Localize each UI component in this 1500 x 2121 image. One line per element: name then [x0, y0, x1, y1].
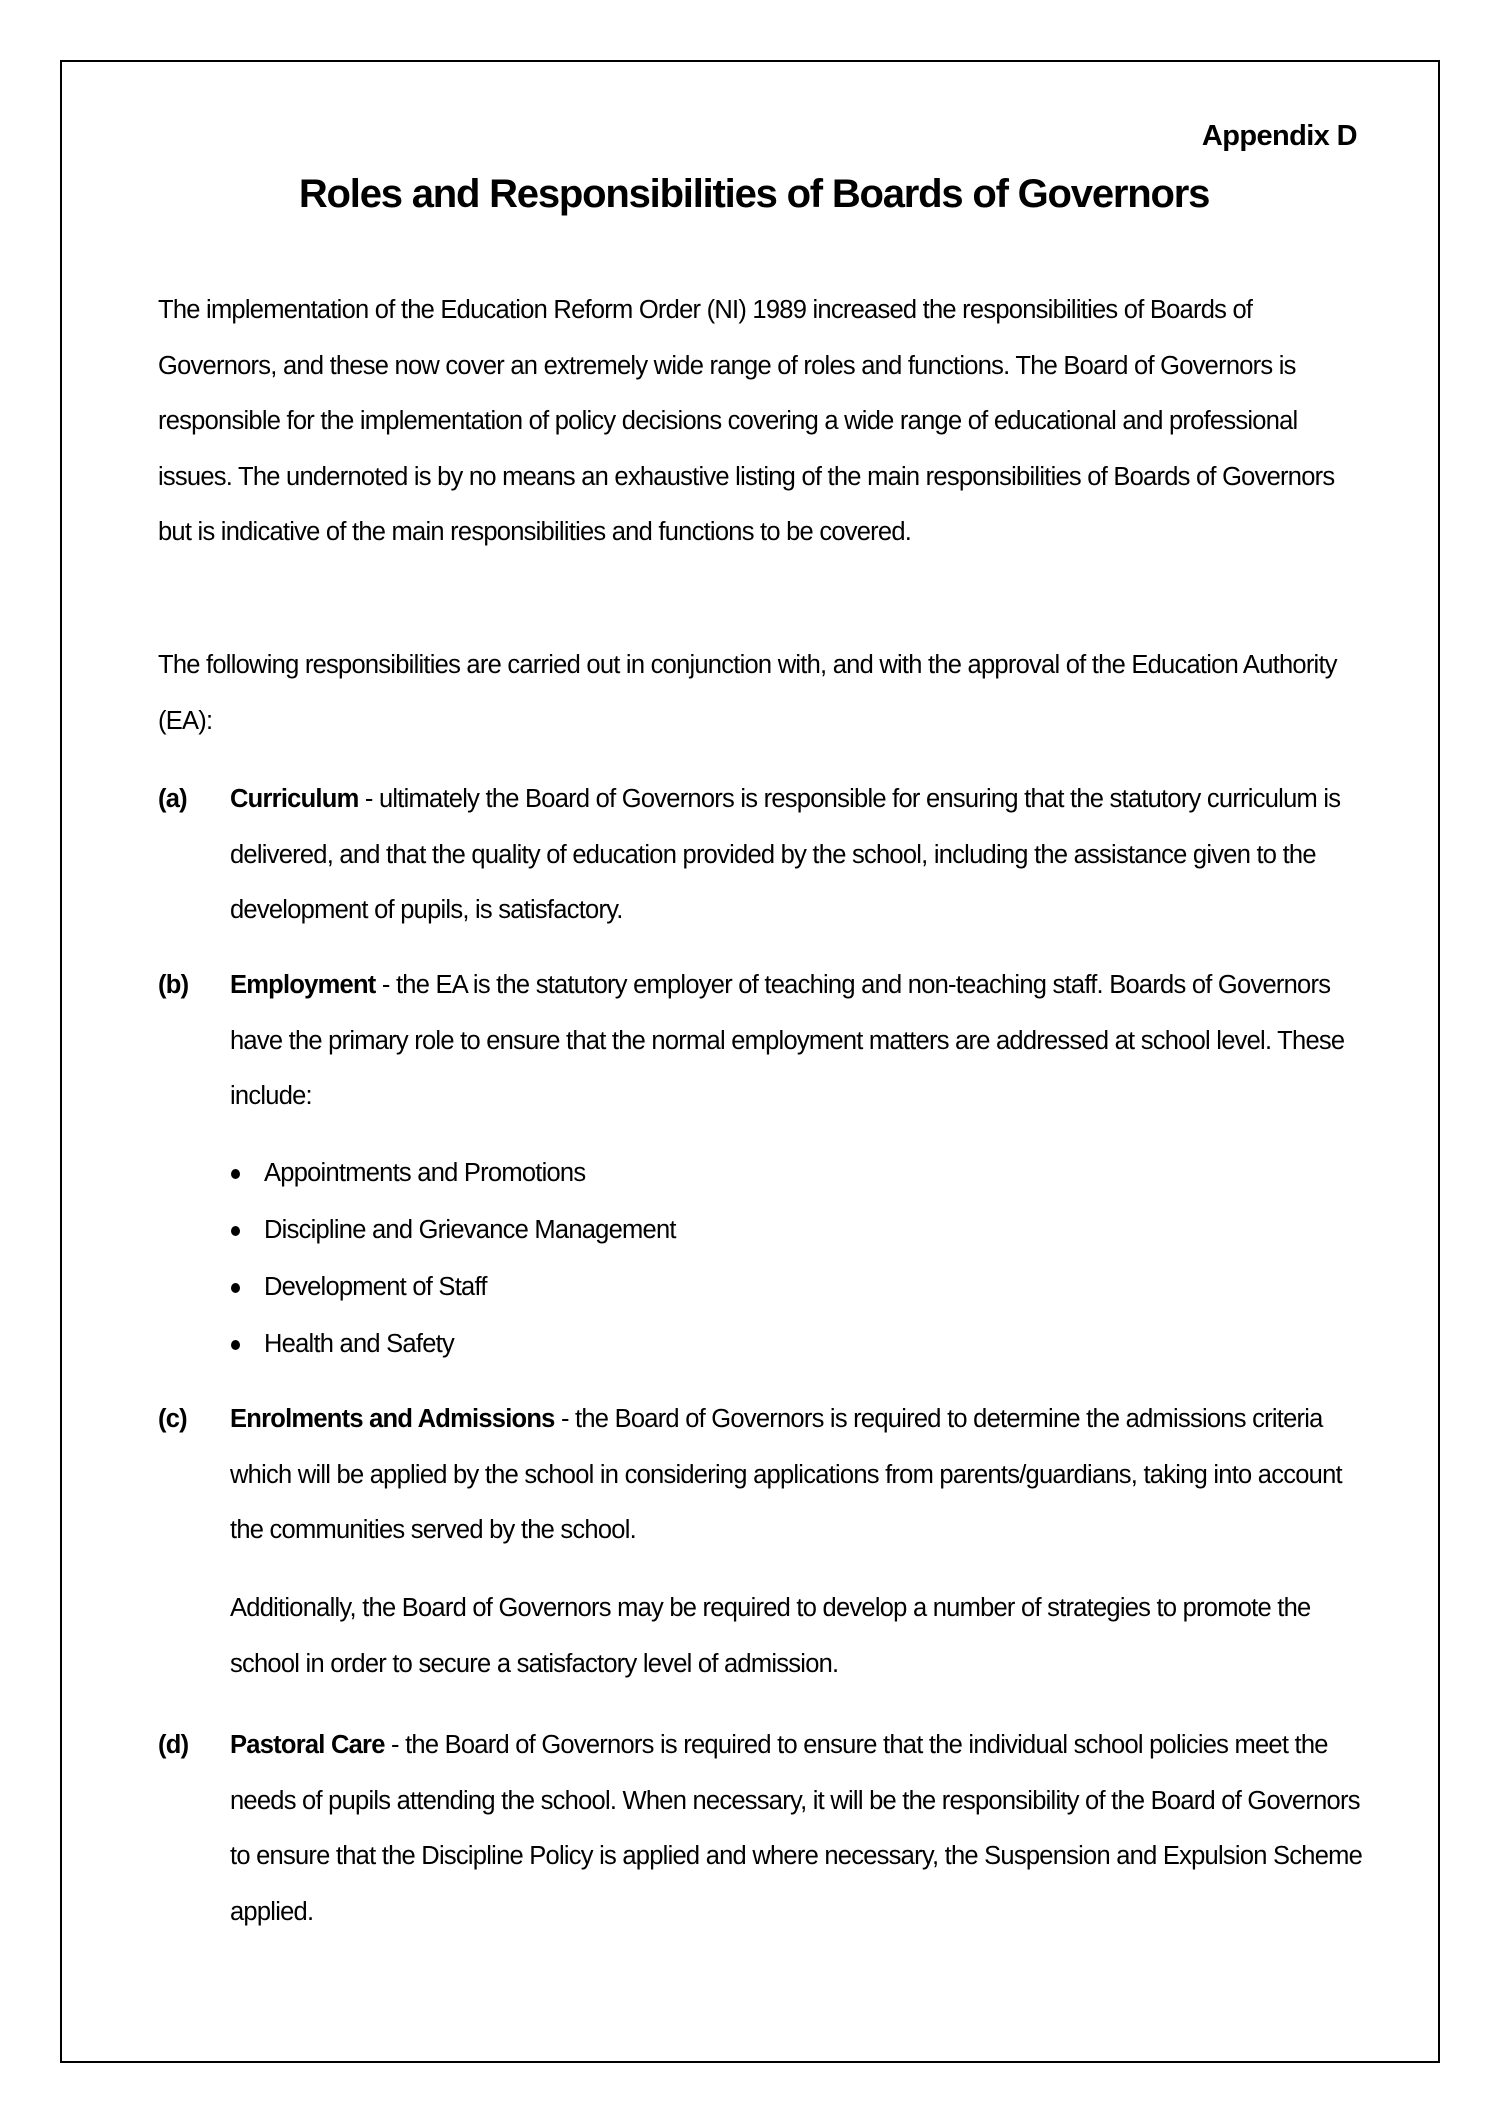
item-text: - the EA is the statutory employer of teaching and non-teaching staff. Boards of Governors have the primary role to ensure that the normal employment matters are addressed at school level. These include:: [230, 971, 1345, 1110]
item-text: - ultimately the Board of Governors is responsible for ensuring that the statutory curriculum is delivered, and that the quality of education provided by the school, including the assistance given to the development of pupils, is satisfactory.: [230, 785, 1341, 924]
list-item-text: Appointments and Promotions: [264, 1159, 586, 1187]
item-letter: (a): [158, 785, 187, 813]
bullet-icon: [231, 1226, 240, 1236]
item-body: [230, 1392, 1378, 1559]
item-letter: (b): [158, 971, 189, 999]
bullet-icon: [231, 1283, 240, 1293]
conjunction-paragraph: The following responsibilities are carried out in conjunction with, and with the approval of the Education Authority (EA):: [158, 651, 1337, 735]
item-heading: Curriculum: [230, 785, 359, 813]
list-item-text: Development of Staff: [264, 1273, 487, 1301]
item-body: [230, 958, 1378, 1125]
item-text: - the Board of Governors is required to ensure that the individual school policies meet the needs of pupils attending the school. When necessary, it will be the responsibility of the Board of Governors to ensure that the Discipline Policy is applied and where necessary, the Suspension and Expulsion Scheme applied.: [230, 1731, 1363, 1926]
responsibility-item-enrolments: [158, 1392, 1378, 1559]
item-heading: Employment: [230, 971, 376, 999]
item-body: [230, 772, 1378, 939]
list-item-text: Discipline and Grievance Management: [264, 1216, 676, 1244]
appendix-label: Appendix D: [1201, 120, 1357, 152]
responsibility-item-curriculum: [158, 772, 1378, 939]
item-text: - the Board of Governors is required to determine the admissions criteria which will be applied by the school in considering applications from parents/guardians, taking into account the communities served by the school.: [230, 1405, 1342, 1544]
intro-paragraph: The implementation of the Education Reform Order (NI) 1989 increased the responsibilities of Boards of Governors, and these now cover an extremely wide range of roles and functions. The Board of Governors is responsible for the implementation of policy decisions covering a wide range of educational and professional issues. The undernoted is by no means an exhaustive listing of the main responsibilities of Boards of Governors but is indicative of the main responsibilities and functions to be covered.: [158, 296, 1335, 546]
employment-bullet-list: [226, 1145, 676, 1373]
list-item: [226, 1145, 676, 1202]
item-letter: (c): [158, 1405, 187, 1433]
item-heading: Pastoral Care: [230, 1731, 385, 1759]
item-heading: Enrolments and Admissions: [230, 1405, 555, 1433]
list-item: [226, 1316, 676, 1373]
list-item-text: Health and Safety: [264, 1330, 454, 1358]
item-body: [230, 1718, 1378, 1940]
list-item: [226, 1259, 676, 1316]
document-title: Roles and Responsibilities of Boards of Governors: [298, 172, 1210, 216]
responsibility-item-employment: [158, 958, 1378, 1125]
item-letter: (d): [158, 1731, 189, 1759]
responsibility-item-pastoral-care: [158, 1718, 1378, 1940]
enrolments-additional-paragraph: Additionally, the Board of Governors may be required to develop a number of strategies to promote the school in order to secure a satisfactory level of admission.: [230, 1594, 1311, 1678]
list-item: [226, 1202, 676, 1259]
bullet-icon: [231, 1340, 240, 1350]
bullet-icon: [231, 1169, 240, 1179]
